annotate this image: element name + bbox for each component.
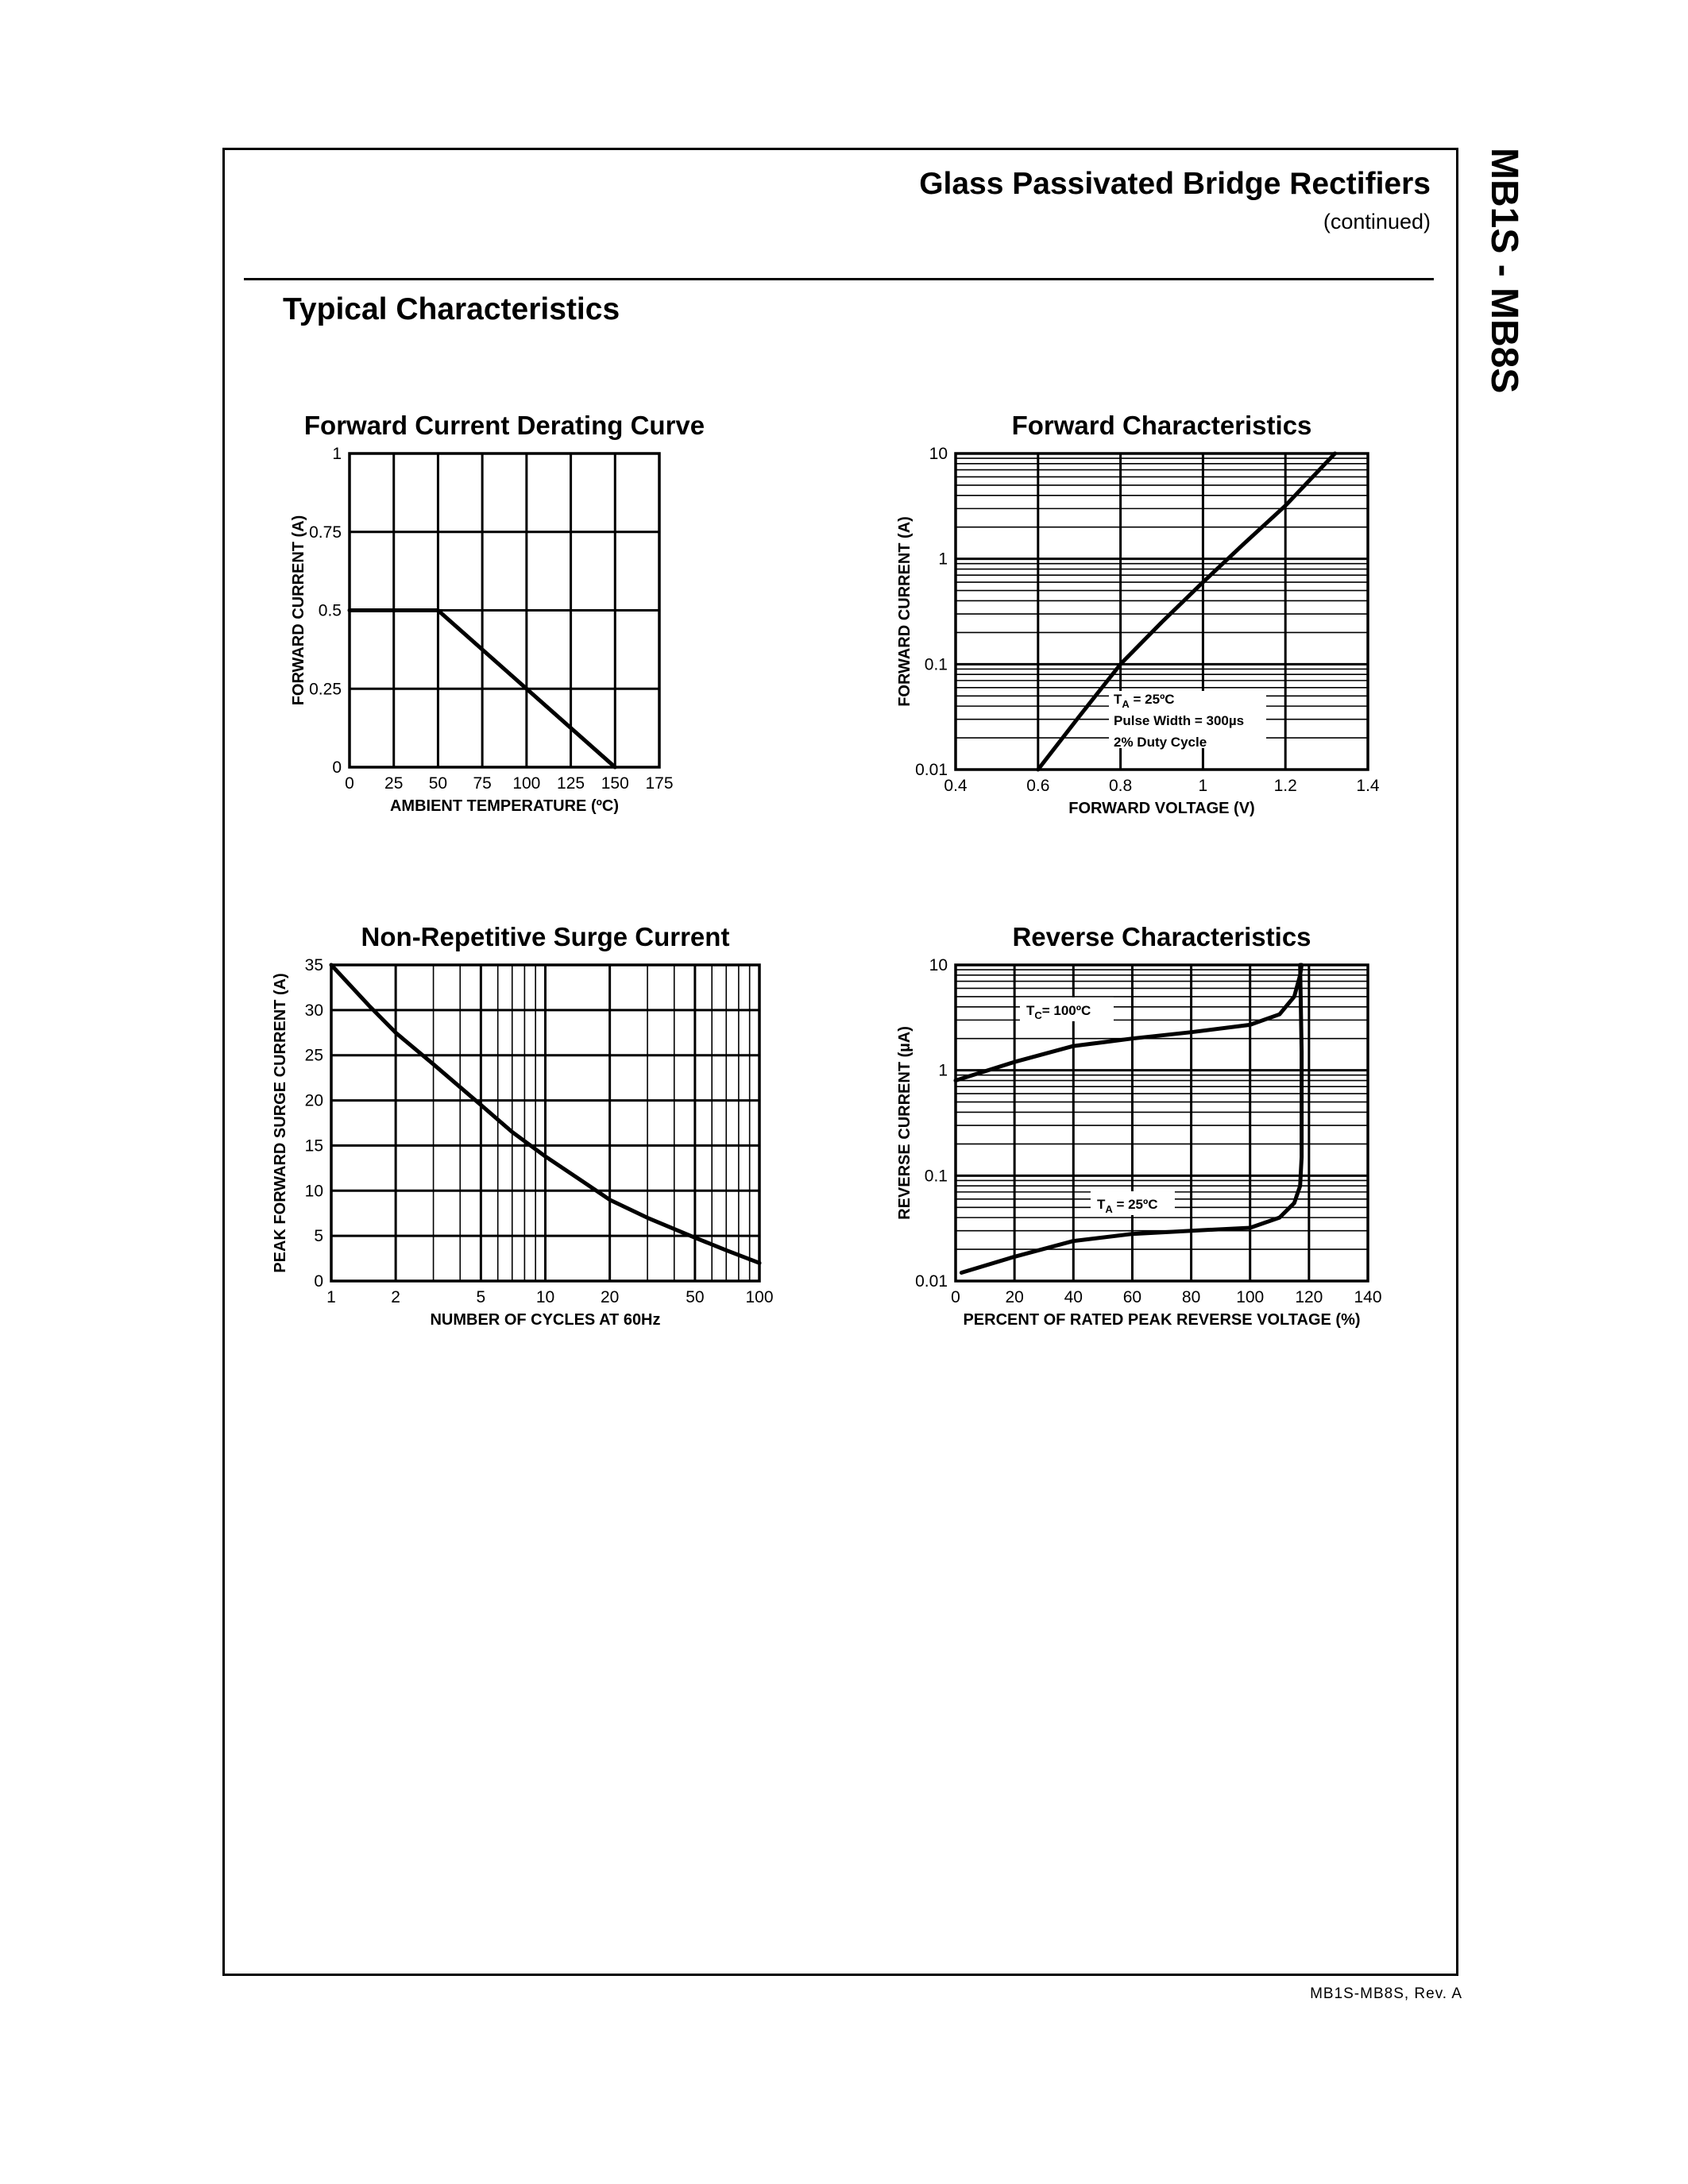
forward-y-tick: 1 — [938, 550, 948, 569]
side-part-label-text: MB1S - MB8S — [1483, 148, 1525, 394]
derating-y-tick: 0.75 — [309, 523, 342, 542]
surge-y-label: PEAK FORWARD SURGE CURRENT (A) — [272, 973, 289, 1273]
surge-x-tick: 100 — [745, 1288, 774, 1306]
reverse-x-tick: 40 — [1064, 1288, 1083, 1306]
reverse-svg — [874, 913, 1477, 1358]
surge-y-tick: 0 — [314, 1272, 323, 1291]
reverse-x-tick: 60 — [1122, 1288, 1142, 1306]
reverse-x-tick: 0 — [951, 1288, 960, 1306]
forward-x-tick: 0.8 — [1108, 777, 1133, 795]
surge-y-tick: 25 — [304, 1046, 323, 1065]
derating-title: Forward Current Derating Curve — [303, 411, 705, 440]
forward-annotation-temp: $T_A$ = 25ºC — [1114, 692, 1175, 710]
surge-x-label: NUMBER OF CYCLES AT 60Hz — [430, 1311, 661, 1329]
derating-x-tick: 75 — [473, 774, 492, 793]
derating-x-label: AMBIENT TEMPERATURE (ºC) — [389, 797, 620, 815]
forward-x-tick: 1.2 — [1273, 777, 1297, 795]
surge-x-tick: 10 — [535, 1288, 555, 1306]
surge-x-tick: 5 — [476, 1288, 486, 1306]
chart-forward — [874, 397, 1430, 842]
surge-grid — [331, 965, 759, 1281]
derating-x-tick: 100 — [512, 774, 541, 793]
surge-y-tick: 5 — [314, 1227, 323, 1246]
forward-x-tick: 1.4 — [1356, 777, 1380, 795]
forward-x-tick: 0.4 — [944, 777, 968, 795]
derating-y-tick: 0.25 — [309, 680, 342, 699]
footer-revision: MB1S-MB8S, Rev. A — [1310, 1985, 1462, 2002]
forward-y-label: FORWARD CURRENT (A) — [896, 516, 914, 707]
surge-y-tick: 15 — [304, 1136, 323, 1156]
surge-x-tick: 20 — [600, 1288, 620, 1306]
forward-annotation-pulse: Pulse Width = 300µs — [1114, 713, 1245, 728]
reverse-label-25: $T_A$ = 25ºC — [1096, 1197, 1158, 1216]
page-title: Glass Passivated Bridge Rectifiers — [919, 167, 1431, 201]
forward-y-tick: 0.1 — [924, 655, 948, 674]
forward-annotation-duty: 2% Duty Cycle — [1114, 735, 1207, 750]
reverse-y-label: REVERSE CURRENT (µA) — [896, 1026, 914, 1220]
surge-title: Non-Repetitive Surge Current — [361, 922, 730, 951]
forward-x-tick: 1 — [1198, 777, 1208, 795]
reverse-x-label: PERCENT OF RATED PEAK REVERSE VOLTAGE (%) — [963, 1311, 1361, 1329]
forward-title: Forward Characteristics — [1011, 411, 1312, 440]
derating-y-tick: 0 — [332, 758, 342, 777]
forward-x-tick: 0.6 — [1026, 777, 1050, 795]
page-subtitle: (continued) — [1323, 210, 1431, 233]
derating-y-tick: 1 — [332, 445, 342, 463]
reverse-y-tick: 0.1 — [924, 1167, 948, 1186]
reverse-x-tick: 140 — [1354, 1288, 1382, 1306]
reverse-label-100: $T_C=$ 100ºC — [1026, 1002, 1091, 1021]
derating-svg — [270, 397, 826, 842]
reverse-x-tick: 120 — [1295, 1288, 1323, 1306]
reverse-y-tick: 0.01 — [915, 1272, 948, 1291]
derating-x-tick: 125 — [557, 774, 585, 793]
forward-y-tick: 10 — [929, 445, 948, 463]
surge-x-tick: 50 — [686, 1288, 705, 1306]
surge-y-tick: 30 — [304, 1001, 323, 1020]
reverse-y-tick: 10 — [929, 956, 948, 974]
header-rule — [244, 278, 1434, 280]
chart-surge — [270, 913, 826, 1358]
forward-x-label: FORWARD VOLTAGE (V) — [1068, 800, 1255, 817]
surge-y-tick: 20 — [304, 1091, 323, 1110]
section-heading: Typical Characteristics — [283, 292, 620, 326]
reverse-title: Reverse Characteristics — [1012, 922, 1311, 951]
chart-derating — [270, 397, 826, 842]
reverse-x-tick: 80 — [1181, 1288, 1201, 1306]
surge-y-tick: 10 — [304, 1182, 323, 1201]
derating-x-tick: 175 — [645, 774, 674, 793]
chart-reverse — [874, 913, 1477, 1358]
derating-y-tick: 0.5 — [318, 601, 342, 620]
surge-svg — [270, 913, 826, 1358]
reverse-x-tick: 20 — [1005, 1288, 1024, 1306]
surge-x-tick: 2 — [391, 1288, 400, 1306]
reverse-y-tick: 1 — [938, 1061, 948, 1080]
forward-svg — [874, 397, 1430, 842]
derating-x-tick: 50 — [428, 774, 448, 793]
derating-x-tick: 0 — [345, 774, 354, 793]
side-part-label — [1480, 148, 1528, 410]
derating-x-tick: 25 — [384, 774, 404, 793]
derating-y-label: FORWARD CURRENT (A) — [290, 515, 307, 706]
surge-x-tick: 1 — [326, 1288, 336, 1306]
surge-y-tick: 35 — [304, 956, 323, 974]
derating-x-tick: 150 — [601, 774, 629, 793]
reverse-x-tick: 100 — [1236, 1288, 1265, 1306]
forward-y-tick: 0.01 — [915, 761, 948, 779]
